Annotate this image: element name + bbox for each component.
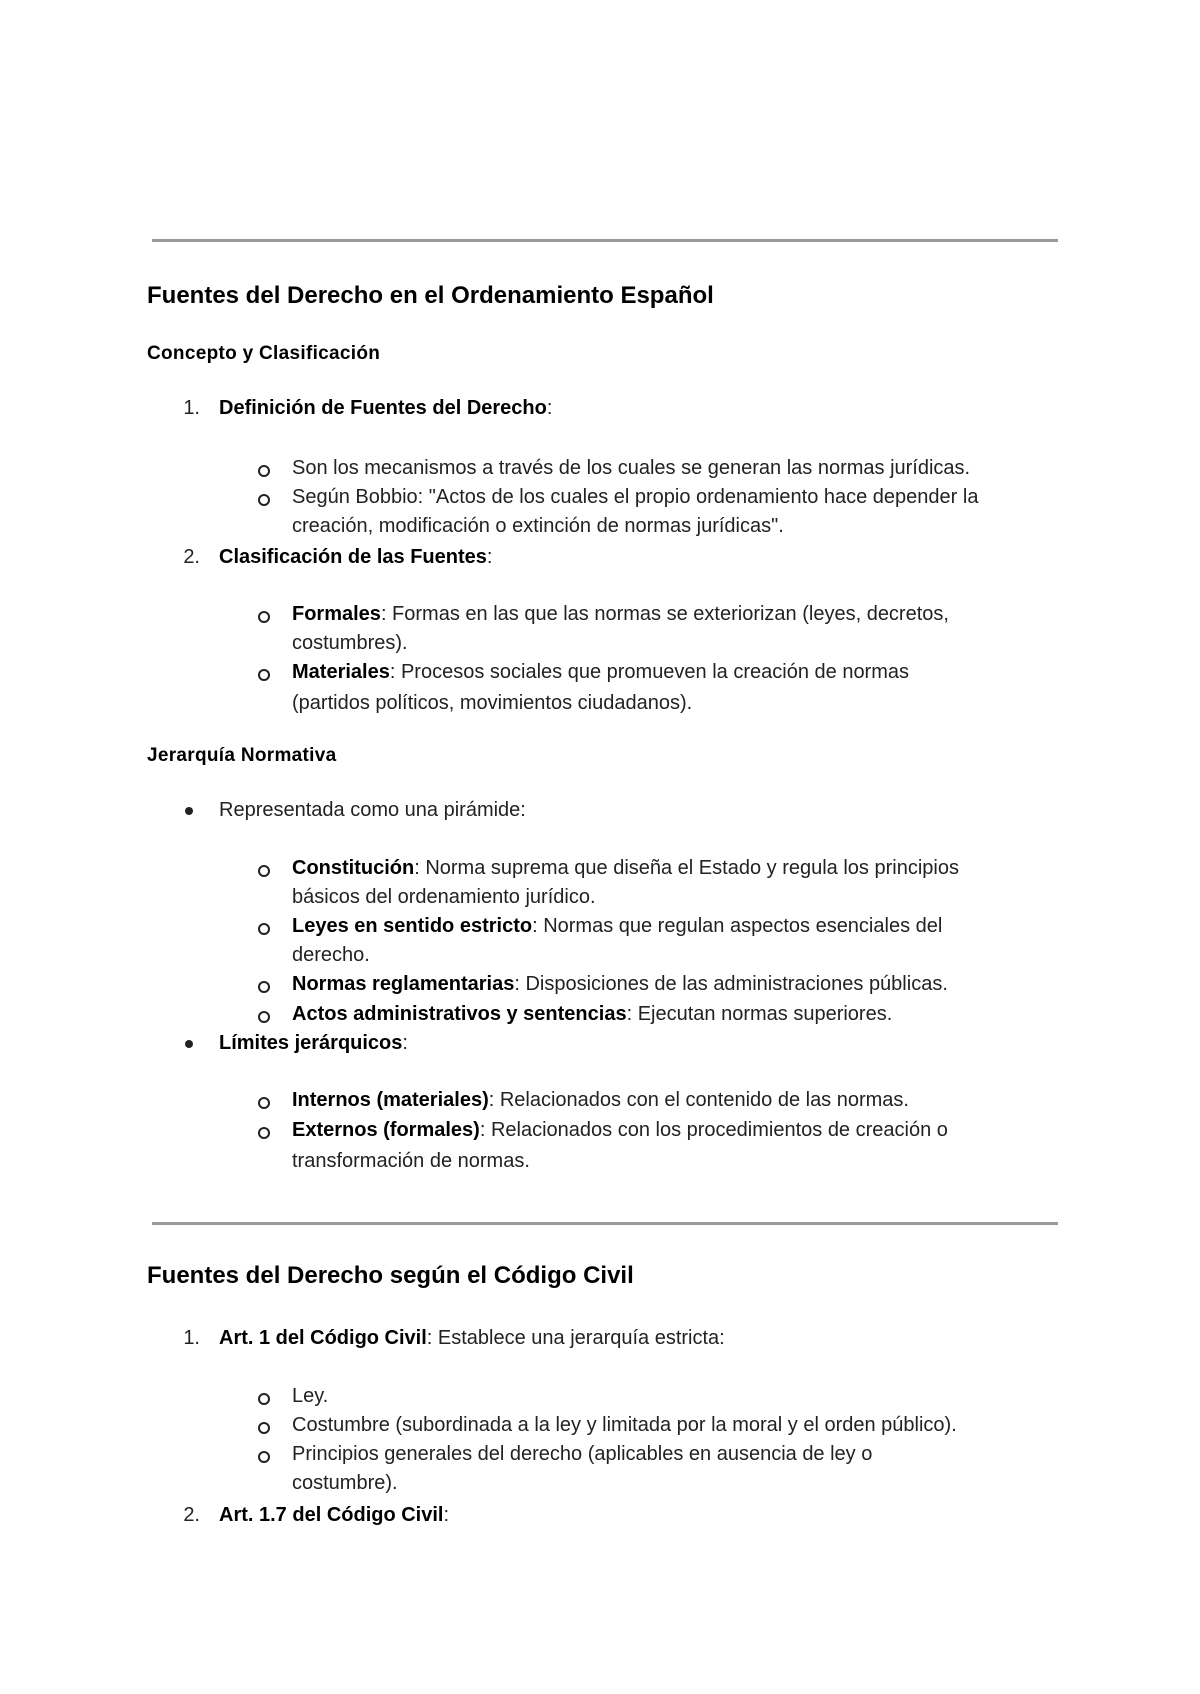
item-suffix: : [546, 397, 553, 419]
sub-list-item [292, 972, 948, 996]
list-number: 1. [183, 397, 200, 419]
circle-bullet-icon [258, 1422, 270, 1434]
sub-list-item [292, 660, 909, 684]
circle-bullet-icon [258, 865, 270, 877]
section-title: Fuentes del Derecho en el Ordenamiento Español [147, 282, 714, 309]
item-label: Art. 1.7 del Código Civil [219, 1504, 444, 1526]
circle-bullet-icon [258, 611, 270, 623]
sub-list-item: Costumbre (subordinada a la ley y limitada por la moral y el orden público). [292, 1414, 957, 1436]
circle-bullet-icon [258, 494, 270, 506]
sub-list-item [292, 1002, 892, 1026]
circle-bullet-icon [258, 1393, 270, 1405]
circle-bullet-icon [258, 1097, 270, 1109]
item-label: Formales [292, 603, 381, 625]
item-text: : Ejecutan normas superiores. [626, 1003, 893, 1025]
circle-bullet-icon [258, 465, 270, 477]
subsection-heading: Jerarquía Normativa [147, 745, 337, 766]
item-label: Leyes en sentido estricto [292, 915, 533, 937]
sub-list-item-continuation: básicos del ordenamiento jurídico. [292, 886, 596, 908]
item-label: Normas reglamentarias [292, 973, 515, 995]
item-suffix: : [443, 1504, 450, 1526]
circle-bullet-icon [258, 1127, 270, 1139]
item-text: : Disposiciones de las administraciones públicas. [514, 973, 948, 995]
horizontal-rule [152, 239, 1058, 242]
sub-list-item-continuation: transformación de normas. [292, 1150, 530, 1172]
sub-list-item [292, 914, 942, 938]
list-item [219, 545, 492, 569]
sub-list-item: Ley. [292, 1385, 329, 1407]
item-label: Materiales [292, 661, 390, 683]
list-number: 2. [183, 1504, 200, 1526]
sub-list-item: Según Bobbio: "Actos de los cuales el propio ordenamiento hace depender la [292, 486, 979, 508]
item-label: Art. 1 del Código Civil [219, 1327, 427, 1349]
item-label: Límites jerárquicos [219, 1032, 403, 1054]
list-item: Representada como una pirámide: [219, 799, 526, 821]
item-label: Definición de Fuentes del Derecho [219, 397, 547, 419]
circle-bullet-icon [258, 981, 270, 993]
sub-list-item [292, 1118, 948, 1142]
sub-list-item-continuation: derecho. [292, 944, 370, 966]
item-text: : Normas que regulan aspectos esenciales del [532, 915, 943, 937]
item-text: : Relacionados con los procedimientos de creación o [479, 1119, 948, 1141]
list-item [219, 1326, 725, 1350]
item-text: : Norma suprema que diseña el Estado y regula los principios [414, 857, 959, 879]
list-item [219, 1503, 449, 1527]
item-text: : Formas en las que las normas se exteriorizan (leyes, decretos, [380, 603, 949, 625]
item-text: : Procesos sociales que promueven la creación de normas [389, 661, 910, 683]
item-suffix: : [486, 546, 493, 568]
disc-bullet-icon [185, 1040, 193, 1048]
item-label: Externos (formales) [292, 1119, 480, 1141]
disc-bullet-icon [185, 807, 193, 815]
sub-list-item: Principios generales del derecho (aplicables en ausencia de ley o [292, 1443, 873, 1465]
list-number: 2. [183, 546, 200, 568]
list-item [219, 1031, 408, 1055]
list-number: 1. [183, 1327, 200, 1349]
sub-list-item [292, 1088, 909, 1112]
section-title: Fuentes del Derecho según el Código Civil [147, 1262, 634, 1289]
circle-bullet-icon [258, 1451, 270, 1463]
item-text: : Establece una jerarquía estricta: [426, 1327, 725, 1349]
item-label: Constitución [292, 857, 415, 879]
sub-list-item-continuation: costumbres). [292, 632, 408, 654]
sub-list-item [292, 602, 949, 626]
item-suffix: : [402, 1032, 408, 1054]
circle-bullet-icon [258, 669, 270, 681]
circle-bullet-icon [258, 923, 270, 935]
item-text: : Relacionados con el contenido de las normas. [488, 1089, 909, 1111]
item-label: Internos (materiales) [292, 1089, 489, 1111]
sub-list-item-continuation: costumbre). [292, 1472, 398, 1494]
horizontal-rule [152, 1222, 1058, 1225]
circle-bullet-icon [258, 1011, 270, 1023]
sub-list-item-continuation: (partidos políticos, movimientos ciudadanos). [292, 692, 693, 714]
list-item [219, 396, 552, 420]
item-label: Actos administrativos y sentencias [292, 1003, 627, 1025]
subsection-heading: Concepto y Clasificación [147, 343, 381, 364]
sub-list-item [292, 856, 959, 880]
sub-list-item-continuation: creación, modificación o extinción de normas jurídicas". [292, 515, 784, 537]
sub-list-item: Son los mecanismos a través de los cuales se generan las normas jurídicas. [292, 457, 971, 479]
item-label: Clasificación de las Fuentes [219, 546, 487, 568]
